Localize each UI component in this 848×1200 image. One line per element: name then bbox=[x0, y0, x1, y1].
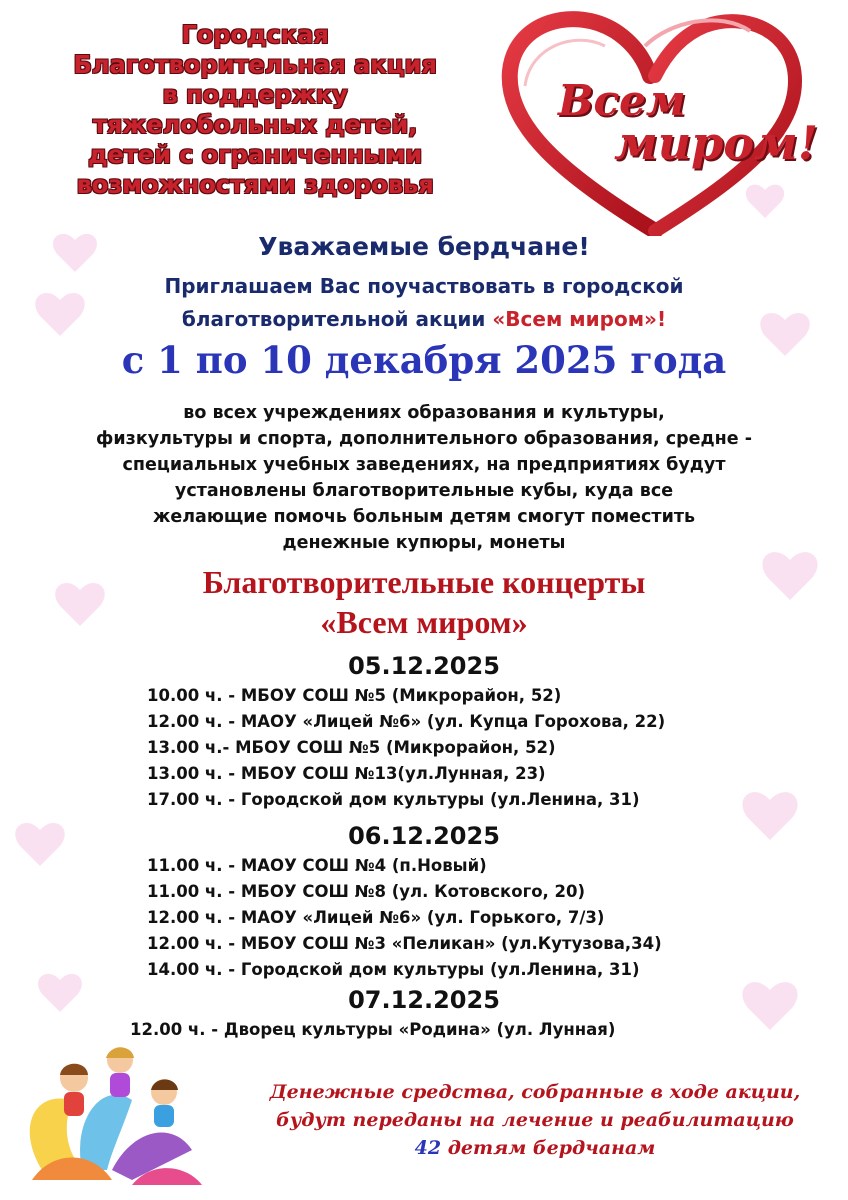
campaign-header bbox=[40, 20, 470, 200]
concert-day-date: 06.12.2025 bbox=[348, 822, 500, 850]
campaign-line: Городская bbox=[181, 20, 329, 49]
invite-line-2 bbox=[0, 307, 848, 331]
concert-slot: 12.00 ч. - МБОУ СОШ №3 «Пеликан» (ул.Кутузова,34) bbox=[147, 934, 662, 953]
concert-slot: 11.00 ч. - МБОУ СОШ №8 (ул. Котовского, 20) bbox=[147, 882, 586, 901]
campaign-line: Благотворительная акция bbox=[73, 50, 437, 79]
description-line: во всех учреждениях образования и культуры, bbox=[183, 403, 665, 423]
concert-slot: 12.00 ч. - Дворец культуры «Родина» (ул. Лунная) bbox=[130, 1020, 616, 1039]
campaign-line: детей с ограниченными bbox=[87, 140, 423, 169]
concert-day-schedule bbox=[147, 683, 665, 813]
description-line: желающие помочь больным детям смогут поместить bbox=[152, 507, 696, 527]
concert-slot: 11.00 ч. - МАОУ СОШ №4 (п.Новый) bbox=[147, 856, 487, 875]
invite-line-1: Приглашаем Вас поучаствовать в городской bbox=[164, 274, 684, 298]
concerts-title bbox=[0, 562, 848, 642]
description-line: денежные купюры, монеты bbox=[282, 533, 566, 553]
footer-line-1: Денежные средства, собранные в ходе акции, bbox=[269, 1081, 801, 1103]
footer-line-2: будут переданы на лечение и реабилитацию bbox=[276, 1109, 794, 1131]
footer-line-3-text: детям бердчанам bbox=[441, 1137, 656, 1159]
logo-title-line2: миром! bbox=[614, 116, 818, 170]
concert-slot: 13.00 ч. - МБОУ СОШ №13(ул.Лунная, 23) bbox=[147, 764, 546, 783]
footer-note bbox=[250, 1078, 820, 1162]
campaign-line: тяжелобольных детей, bbox=[92, 110, 418, 139]
greeting: Уважаемые бердчане! bbox=[258, 232, 590, 261]
concert-slot: 10.00 ч. - МБОУ СОШ №5 (Микрорайон, 52) bbox=[147, 686, 562, 705]
children-count: 42 bbox=[414, 1137, 442, 1159]
campaign-dates: с 1 по 10 декабря 2025 года bbox=[121, 338, 727, 382]
invite-line-2-prefix: благотворительной акции bbox=[181, 307, 493, 331]
campaign-line: в поддержку bbox=[162, 80, 348, 109]
description-paragraph bbox=[20, 400, 828, 556]
concerts-title-line1: Благотворительные концерты bbox=[202, 564, 646, 600]
concert-slot: 12.00 ч. - МАОУ «Лицей №6» (ул. Купца Горохова, 22) bbox=[147, 712, 666, 731]
footer-line-3 bbox=[250, 1134, 820, 1162]
campaign-line: возможностями здоровья bbox=[76, 170, 434, 199]
description-line: установлены благотворительные кубы, куда все bbox=[174, 481, 674, 501]
campaign-name-highlight: «Всем миром»! bbox=[492, 307, 667, 331]
children-flower-illustration bbox=[12, 1020, 212, 1190]
concert-slot: 12.00 ч. - МАОУ «Лицей №6» (ул. Горького, 7/3) bbox=[147, 908, 605, 927]
logo-title-line1: Всем bbox=[558, 76, 686, 125]
concert-slot: 17.00 ч. - Городской дом культуры (ул.Ленина, 31) bbox=[147, 790, 640, 809]
concert-slot: 14.00 ч. - Городской дом культуры (ул.Ленина, 31) bbox=[147, 960, 640, 979]
concert-slot: 13.00 ч.- МБОУ СОШ №5 (Микрорайон, 52) bbox=[147, 738, 556, 757]
concert-day-date: 05.12.2025 bbox=[348, 652, 500, 680]
description-line: физкультуры и спорта, дополнительного образования, средне - bbox=[96, 429, 752, 449]
concerts-title-line2: «Всем миром» bbox=[320, 604, 528, 640]
concert-day-date: 07.12.2025 bbox=[348, 986, 500, 1014]
description-line: специальных учебных заведениях, на предприятиях будут bbox=[122, 455, 726, 475]
concert-day-schedule bbox=[147, 853, 662, 983]
